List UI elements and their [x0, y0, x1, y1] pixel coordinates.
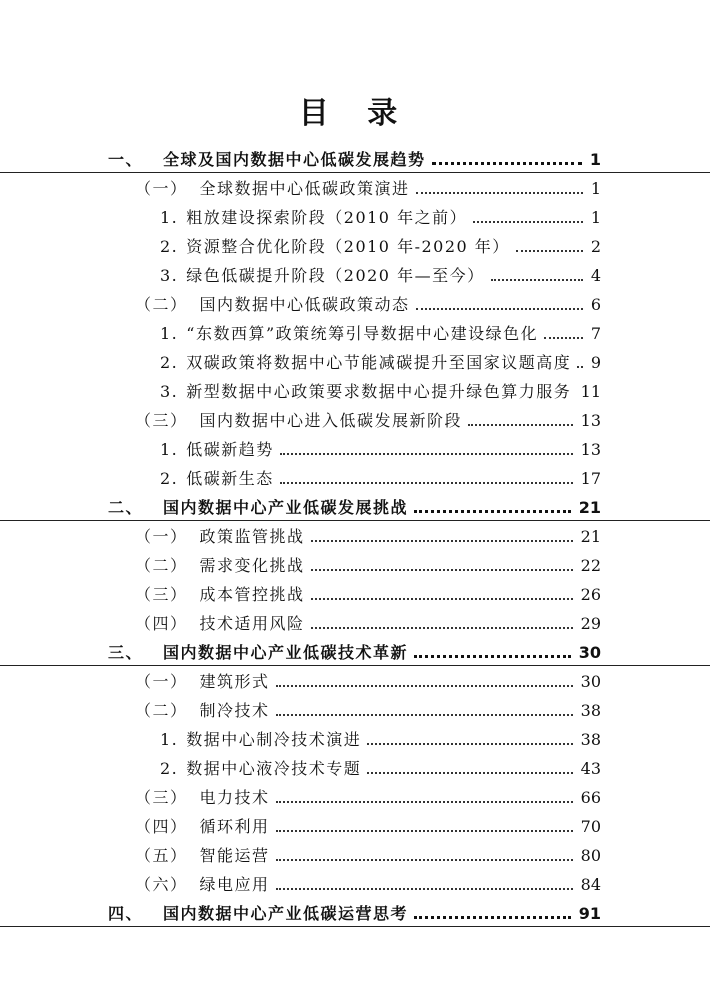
toc-entry[interactable] [0, 636, 710, 666]
toc-entry-title [108, 643, 408, 663]
toc-entry-page: 13 [580, 411, 601, 430]
toc-entry[interactable] [0, 868, 710, 897]
toc-dot-leader [414, 655, 571, 658]
toc-entry-number: （五） [135, 846, 188, 865]
toc-entry-page: 38 [580, 701, 601, 720]
toc-dot-leader [311, 540, 573, 542]
toc-dot-leader [276, 714, 573, 716]
toc-entry-number: （三） [135, 411, 188, 430]
toc-entry-title [135, 701, 270, 721]
toc-dot-leader [577, 366, 583, 368]
toc-entry-text: 数据中心制冷技术演进 [186, 730, 362, 749]
toc-entry-text: 国内数据中心低碳政策动态 [199, 295, 410, 314]
toc-entry[interactable] [0, 172, 710, 201]
toc-entry-text: 国内数据中心产业低碳运营思考 [163, 904, 409, 923]
toc-entry[interactable] [0, 317, 710, 346]
toc-dot-leader [544, 337, 583, 339]
toc-dot-leader [414, 510, 571, 513]
toc-entry-page: 1 [590, 179, 601, 198]
toc-entry-title [135, 179, 410, 199]
toc-entry-page: 13 [580, 440, 601, 459]
toc-entry-text: 技术适用风险 [199, 614, 305, 633]
toc-entry-title [160, 759, 361, 779]
toc-entry-text: 低碳新生态 [186, 469, 274, 488]
toc-dot-leader [280, 453, 573, 455]
toc-entry-page: 1 [589, 150, 601, 169]
toc-entry-text: 全球数据中心低碳政策演进 [199, 179, 410, 198]
toc-entry-title [135, 846, 270, 866]
toc-entry-title [135, 527, 305, 547]
toc-entry-title [160, 730, 361, 750]
toc-dot-leader [414, 916, 571, 919]
toc-entry-title [160, 382, 571, 402]
toc-entry-title [160, 324, 538, 344]
toc-entry-number: （一） [135, 527, 188, 546]
toc-entry-title [135, 614, 305, 634]
toc-entry-number: 1. [160, 208, 179, 227]
toc-entry[interactable] [0, 404, 710, 433]
toc-entry-number: 四、 [108, 904, 144, 923]
toc-dot-leader [491, 279, 583, 281]
toc-entry-number: 2. [160, 237, 179, 256]
toc-entry-text: 电力技术 [199, 788, 270, 807]
toc-entry[interactable] [0, 201, 710, 230]
toc-entry-text: 循环利用 [199, 817, 270, 836]
toc-entry-page: 7 [590, 324, 601, 343]
toc-entry-page: 43 [580, 759, 601, 778]
toc-entry-text: 资源整合优化阶段（2010 年-2020 年） [186, 237, 510, 256]
toc-entry-title [135, 295, 410, 315]
toc-entry-title [108, 498, 408, 518]
toc-entry[interactable] [0, 607, 710, 636]
toc-entry-title [108, 150, 426, 170]
toc-entry-text: 新型数据中心政策要求数据中心提升绿色算力服务 [186, 382, 572, 401]
toc-entry-title [135, 817, 270, 837]
toc-entry-text: 需求变化挑战 [199, 556, 305, 575]
toc-entry[interactable] [0, 897, 710, 927]
toc-entry[interactable] [0, 462, 710, 491]
toc-entry-number: 3. [160, 266, 179, 285]
toc-entry[interactable] [0, 230, 710, 259]
toc-entry-page: 66 [580, 788, 601, 807]
toc-entry-page: 84 [580, 875, 601, 894]
toc-entry[interactable] [0, 694, 710, 723]
toc-entry-page: 22 [580, 556, 601, 575]
toc-entry-page: 21 [578, 498, 601, 517]
toc-entry-title [108, 904, 408, 924]
toc-entry-page: 30 [578, 643, 601, 662]
toc-entry-number: （一） [135, 179, 188, 198]
toc-entry[interactable] [0, 578, 710, 607]
toc-entry[interactable] [0, 375, 710, 404]
toc-entry-text: 绿电应用 [199, 875, 270, 894]
page-title: 目 录 [298, 96, 412, 131]
toc-entry[interactable] [0, 433, 710, 462]
toc-entry-page: 30 [580, 672, 601, 691]
toc-entry[interactable] [0, 839, 710, 868]
toc-entry-number: 1. [160, 730, 179, 749]
toc-entry-number: （六） [135, 875, 188, 894]
toc-entry-number: 1. [160, 440, 179, 459]
toc-entry-text: 粗放建设探索阶段（2010 年之前） [186, 208, 468, 227]
toc-entry-number: （二） [135, 701, 188, 720]
toc-dot-leader [367, 743, 573, 745]
toc-entry-page: 1 [590, 208, 601, 227]
toc-entry-text: 智能运营 [199, 846, 270, 865]
toc-dot-leader [276, 888, 573, 890]
toc-entry-title [135, 788, 270, 808]
toc-entry-text: 低碳新趋势 [186, 440, 274, 459]
toc-entry[interactable] [0, 520, 710, 549]
toc-dot-leader [311, 598, 573, 600]
toc-entry-page: 17 [580, 469, 601, 488]
toc-entry-text: 政策监管挑战 [199, 527, 305, 546]
toc-entry-number: 2. [160, 469, 179, 488]
toc-entry-text: 国内数据中心产业低碳发展挑战 [163, 498, 409, 517]
toc-entry-page: 38 [580, 730, 601, 749]
toc-entry-title [135, 585, 305, 605]
toc-entry[interactable] [0, 781, 710, 810]
toc-entry[interactable] [0, 752, 710, 781]
toc-entry[interactable] [0, 723, 710, 752]
toc-entry-page: 9 [590, 353, 601, 372]
toc-dot-leader [276, 830, 573, 832]
toc-entry[interactable] [0, 288, 710, 317]
toc-entry-number: （三） [135, 585, 188, 604]
toc-entry[interactable] [0, 549, 710, 578]
toc-entry-page: 6 [590, 295, 601, 314]
toc-entry-title [160, 353, 571, 373]
toc-entry-number: 3. [160, 382, 179, 401]
toc-entry-page: 29 [580, 614, 601, 633]
toc-entry-title [135, 875, 270, 895]
toc-entry[interactable] [0, 491, 710, 521]
toc-entry-page: 80 [580, 846, 601, 865]
toc-entry-title [160, 469, 274, 489]
toc-dot-leader [311, 627, 573, 629]
toc-entry-title [135, 672, 270, 692]
toc-dot-leader [311, 569, 573, 571]
toc-entry-number: （四） [135, 817, 188, 836]
toc-entry-number: 2. [160, 759, 179, 778]
toc-dot-leader [516, 250, 583, 252]
toc-entry-title [160, 440, 274, 460]
toc-entry-number: （一） [135, 672, 188, 691]
toc-entry-text: 绿色低碳提升阶段（2020 年—至今） [186, 266, 485, 285]
toc-entry-text: 数据中心液冷技术专题 [186, 759, 362, 778]
toc-dot-leader [416, 308, 583, 310]
toc-entry-number: 1. [160, 324, 179, 343]
toc-entry-text: “东数西算”政策统筹引导数据中心建设绿色化 [186, 324, 539, 343]
toc-entry-number: 2. [160, 353, 179, 372]
toc-entry-number: 二、 [108, 498, 144, 517]
toc-entry[interactable] [0, 665, 710, 694]
toc-entry-number: （四） [135, 614, 188, 633]
toc-entry-text: 国内数据中心产业低碳技术革新 [163, 643, 409, 662]
toc-dot-leader [280, 482, 573, 484]
toc-entry-page: 4 [590, 266, 601, 285]
toc-entry-number: 一、 [108, 150, 144, 169]
toc-entry-page: 2 [590, 237, 601, 256]
toc-entry-title [160, 237, 510, 257]
toc-dot-leader [367, 772, 573, 774]
toc-dot-leader [276, 801, 573, 803]
toc-dot-leader [276, 859, 573, 861]
toc-dot-leader [416, 192, 583, 194]
toc-entry-title [135, 556, 305, 576]
toc-entry-page: 70 [580, 817, 601, 836]
toc-entry-text: 建筑形式 [199, 672, 270, 691]
toc-entry-page: 91 [578, 904, 601, 923]
toc-entry-text: 全球及国内数据中心低碳发展趋势 [163, 150, 426, 169]
toc-entry-text: 制冷技术 [199, 701, 270, 720]
toc-entry[interactable] [0, 810, 710, 839]
toc-dot-leader [468, 424, 573, 426]
toc-entry[interactable] [0, 259, 710, 288]
toc-entry[interactable] [0, 346, 710, 375]
toc-dot-leader [432, 162, 582, 165]
toc-entry-page: 21 [580, 527, 601, 546]
toc-entry-text: 成本管控挑战 [199, 585, 305, 604]
toc-dot-leader [473, 221, 583, 223]
toc-entry-number: （二） [135, 556, 188, 575]
toc-entry-page: 11 [580, 382, 601, 401]
toc-entry-title [135, 411, 462, 431]
toc-entry-text: 双碳政策将数据中心节能减碳提升至国家议题高度 [186, 353, 572, 372]
toc-entry-title [160, 266, 485, 286]
toc-entry-text: 国内数据中心进入低碳发展新阶段 [199, 411, 463, 430]
toc-entry[interactable] [0, 143, 710, 173]
toc-entry-number: （三） [135, 788, 188, 807]
toc-entry-number: （二） [135, 295, 188, 314]
toc-dot-leader [276, 685, 573, 687]
toc-entry-title [160, 208, 467, 228]
toc-entry-page: 26 [580, 585, 601, 604]
toc-entry-number: 三、 [108, 643, 144, 662]
